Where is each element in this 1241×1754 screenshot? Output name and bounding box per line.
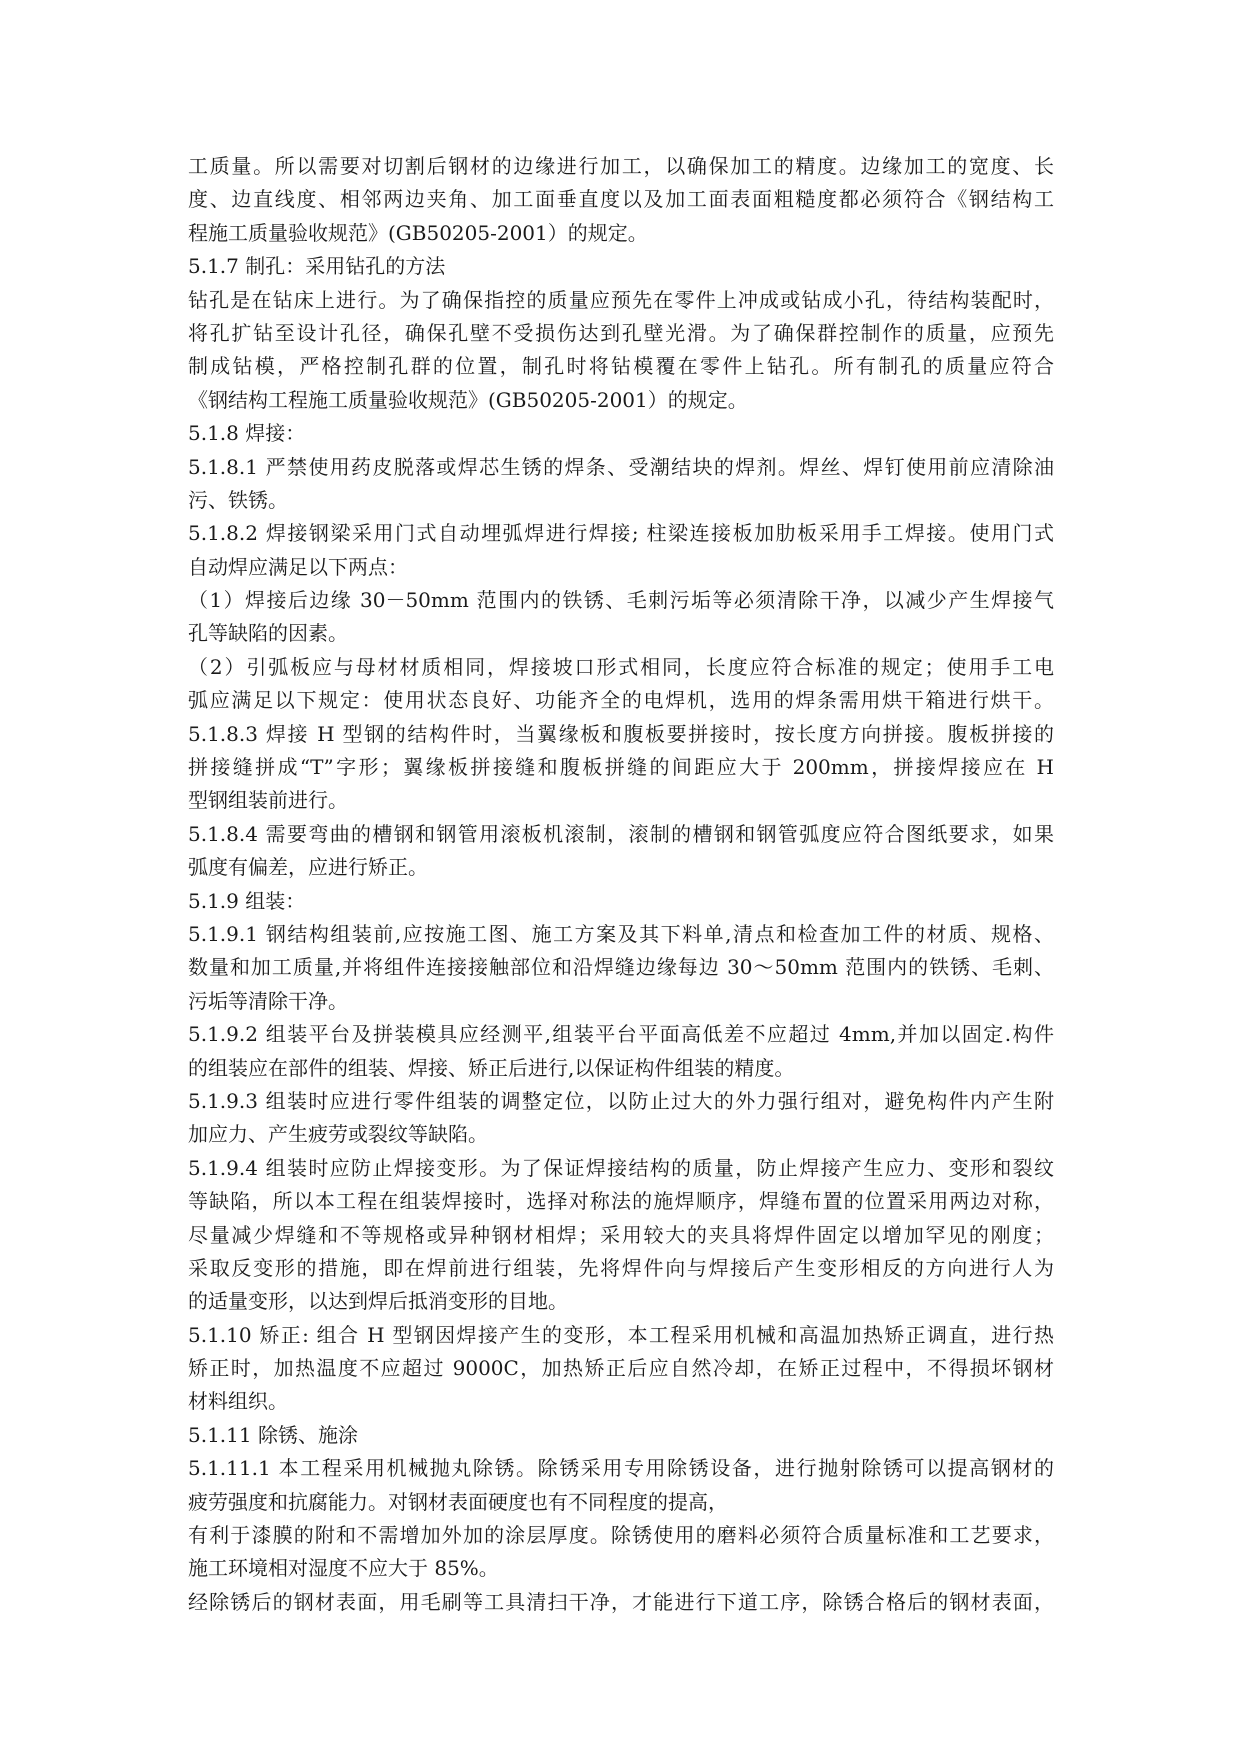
text-line: 矫正时，加热温度不应超过 9000C，加热矫正后应自然冷却，在矫正过程中，不得损坏钢材 — [188, 1356, 1054, 1381]
text-line: 5.1.8.3 焊接 H 型钢的结构件时，当翼缘板和腹板要拼接时，按长度方向拼接。腹板拼接的 — [188, 721, 1054, 746]
text-line: 5.1.9.3 组装时应进行零件组装的调整定位，以防止过大的外力强行组对，避免构件内产生附 — [188, 1088, 1054, 1113]
text-line: 型钢组装前进行。 — [188, 788, 348, 813]
text-line: 施工环境相对湿度不应大于 85%。 — [188, 1556, 499, 1581]
text-line: 制成钻模，严格控制孔群的位置，制孔时将钻模覆在零件上钻孔。所有制孔的质量应符合 — [188, 354, 1054, 379]
text-line: 污、铁锈。 — [188, 487, 288, 512]
text-line: 自动焊应满足以下两点： — [188, 554, 408, 579]
text-line: 5.1.8 焊接： — [188, 421, 306, 446]
text-line: 程施工质量验收规范》(GB50205-2001）的规定。 — [188, 220, 648, 245]
document-body — [188, 150, 1054, 1619]
text-line: 的适量变形，以达到焊后抵消变形的目地。 — [188, 1289, 568, 1314]
text-line: 加应力、产生疲劳或裂纹等缺陷。 — [188, 1122, 488, 1147]
text-line: 5.1.10 矫正: 组合 H 型钢因焊接产生的变形，本工程采用机械和高温加热矫正调直，进行热 — [188, 1322, 1054, 1347]
text-line: 5.1.7 制孔：采用钻孔的方法 — [188, 254, 446, 279]
text-line: 5.1.9.2 组装平台及拼装模具应经测平,组装平台平面高低差不应超过 4mm,并加以固定.构件 — [188, 1022, 1054, 1047]
text-line: 5.1.8.2 焊接钢梁采用门式自动埋弧焊进行焊接; 柱梁连接板加肋板采用手工焊接。使用门式 — [188, 521, 1054, 546]
text-line: 的组装应在部件的组装、焊接、矫正后进行,以保证构件组装的精度。 — [188, 1055, 795, 1080]
text-line: 等缺陷，所以本工程在组装焊接时，选择对称法的施焊顺序，焊缝布置的位置采用两边对称， — [188, 1189, 1054, 1214]
text-line: 5.1.11 除锈、施涂 — [188, 1422, 358, 1447]
text-line: 5.1.8.1 严禁使用药皮脱落或焊芯生锈的焊条、受潮结块的焊剂。焊丝、焊钉使用前应清除油 — [188, 454, 1054, 479]
text-line: 尽量减少焊缝和不等规格或异种钢材相焊；采用较大的夹具将焊件固定以增加罕见的刚度； — [188, 1222, 1054, 1247]
text-line: 拼接缝拼成“T”字形；翼缘板拼接缝和腹板拼缝的间距应大于 200mm，拼接焊接应在 H — [188, 755, 1054, 780]
text-line: 孔等缺陷的因素。 — [188, 621, 348, 646]
text-line: 数量和加工质量,并将组件连接接触部位和沿焊缝边缘每边 30～50mm 范围内的铁锈、毛刺、 — [188, 955, 1054, 980]
text-line: 5.1.9.4 组装时应防止焊接变形。为了保证焊接结构的质量，防止焊接产生应力、变形和裂纹 — [188, 1155, 1054, 1180]
text-line: 5.1.11.1 本工程采用机械抛丸除锈。除锈采用专用除锈设备，进行抛射除锈可以提高钢材的 — [188, 1456, 1054, 1481]
text-line: （1）焊接后边缘 30－50mm 范围内的铁锈、毛刺污垢等必须清除干净，以减少产生焊接气 — [188, 588, 1054, 613]
text-line: 将孔扩钻至设计孔径，确保孔壁不受损伤达到孔壁光滑。为了确保群控制作的质量，应预先 — [188, 320, 1054, 345]
text-line: 有利于漆膜的附和不需增加外加的涂层厚度。除锈使用的磨料必须符合质量标准和工艺要求， — [188, 1523, 1054, 1548]
text-line: 弧度有偏差，应进行矫正。 — [188, 855, 428, 880]
text-line: 《钢结构工程施工质量验收规范》(GB50205-2001）的规定。 — [188, 387, 748, 412]
text-line: 5.1.8.4 需要弯曲的槽钢和钢管用滚板机滚制，滚制的槽钢和钢管弧度应符合图纸要求，如果 — [188, 821, 1054, 846]
text-line: 疲劳强度和抗腐能力。对钢材表面硬度也有不同程度的提高， — [188, 1489, 728, 1514]
text-line: 经除锈后的钢材表面，用毛刷等工具清扫干净，才能进行下道工序，除锈合格后的钢材表面， — [188, 1589, 1054, 1614]
text-line: 度、边直线度、相邻两边夹角、加工面垂直度以及加工面表面粗糙度都必须符合《钢结构工 — [188, 187, 1054, 212]
text-line: （2）引弧板应与母材材质相同，焊接坡口形式相同，长度应符合标准的规定；使用手工电 — [188, 654, 1054, 679]
text-line: 材料组织。 — [188, 1389, 288, 1414]
text-line: 采取反变形的措施，即在焊前进行组装，先将焊件向与焊接后产生变形相反的方向进行人为 — [188, 1255, 1054, 1280]
text-line: 弧应满足以下规定：使用状态良好、功能齐全的电焊机，选用的焊条需用烘干箱进行烘干。 — [188, 688, 1054, 713]
text-line: 工质量。所以需要对切割后钢材的边缘进行加工，以确保加工的精度。边缘加工的宽度、长 — [188, 154, 1054, 178]
text-line: 5.1.9.1 钢结构组装前,应按施工图、施工方案及其下料单,清点和检查加工件的材质、规格、 — [188, 921, 1054, 946]
text-line: 5.1.9 组装： — [188, 888, 306, 913]
text-line: 污垢等清除干净。 — [188, 988, 348, 1013]
text-line: 钻孔是在钻床上进行。为了确保指控的质量应预先在零件上冲成或钻成小孔，待结构装配时， — [188, 287, 1054, 312]
